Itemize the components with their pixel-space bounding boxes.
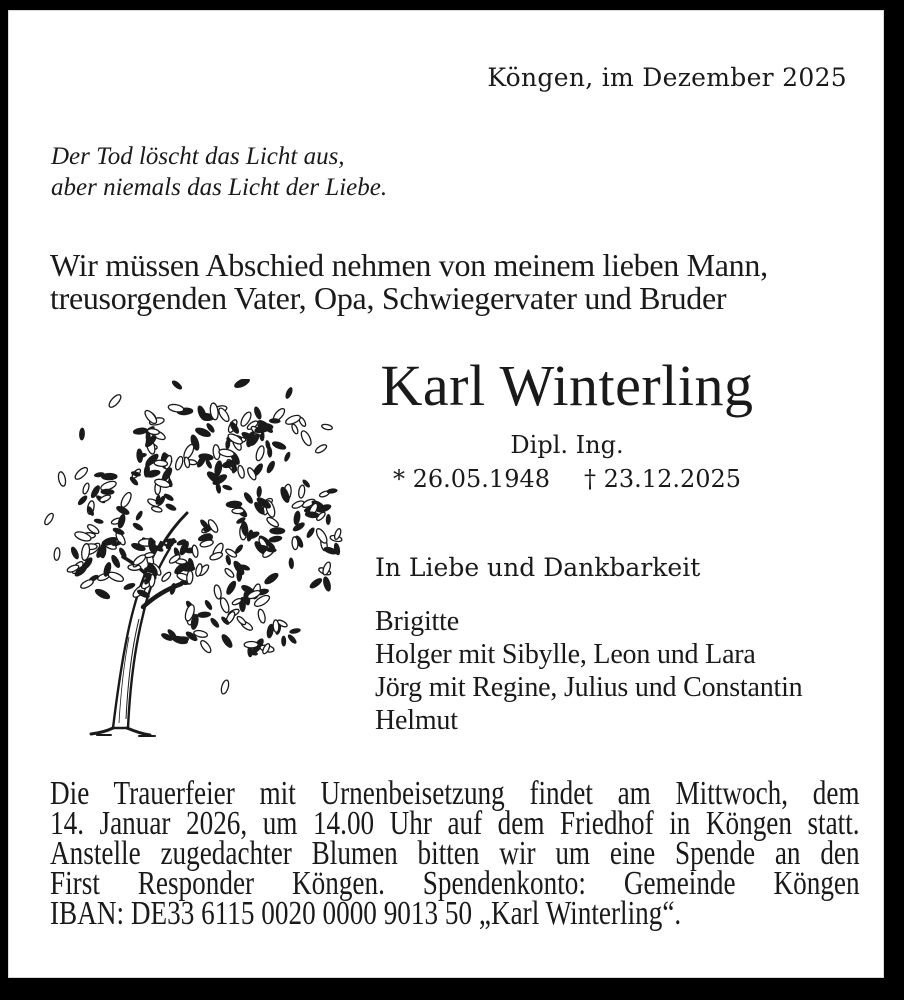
birth-date: * 26.05.1948 bbox=[392, 465, 550, 493]
life-dates bbox=[331, 465, 803, 493]
tree-illustration bbox=[27, 379, 345, 741]
funeral-details bbox=[50, 775, 860, 932]
notice-page bbox=[8, 10, 884, 978]
mourner-line: Brigitte bbox=[375, 606, 459, 637]
iban-line: IBAN: DE33 6115 0020 0000 9013 50 „Karl Winterling“. bbox=[50, 895, 682, 932]
intro-line: Wir müssen Abschied nehmen von meinem lieben Mann, bbox=[50, 247, 768, 283]
epigraph bbox=[51, 141, 387, 203]
intro-line: treusorgenden Vater, Opa, Schwiegervater und Bruder bbox=[50, 280, 727, 316]
mourners-list bbox=[375, 605, 802, 737]
funeral-line: Die Trauerfeier mit Urnenbeisetzung findet am Mittwoch, dem bbox=[50, 775, 860, 812]
deceased-block bbox=[331, 353, 803, 493]
mourner-line: Jörg mit Regine, Julius und Constantin bbox=[375, 672, 803, 703]
funeral-line: Anstelle zugedachter Blumen bitten wir um eine Spende an den bbox=[50, 835, 860, 872]
intro-text bbox=[50, 249, 768, 315]
deceased-title: Dipl. Ing. bbox=[510, 431, 624, 459]
mourner-line: Holger mit Sibylle, Leon und Lara bbox=[375, 639, 756, 670]
death-date: † 23.12.2025 bbox=[584, 465, 742, 493]
funeral-line: First Responder Köngen. Spendenkonto: Gemeinde Köngen bbox=[50, 865, 860, 902]
mourner-line: Helmut bbox=[375, 705, 458, 736]
deceased-name: Karl Winterling bbox=[380, 353, 754, 418]
dateline: Köngen, im Dezember 2025 bbox=[487, 63, 847, 92]
epigraph-line: aber niemals das Licht der Liebe. bbox=[51, 174, 388, 201]
epigraph-line: Der Tod löscht das Licht aus, bbox=[51, 143, 345, 170]
funeral-line: 14. Januar 2026, um 14.00 Uhr auf dem Friedhof in Köngen statt. bbox=[50, 805, 860, 842]
closing-line: In Liebe und Dankbarkeit bbox=[375, 553, 701, 582]
